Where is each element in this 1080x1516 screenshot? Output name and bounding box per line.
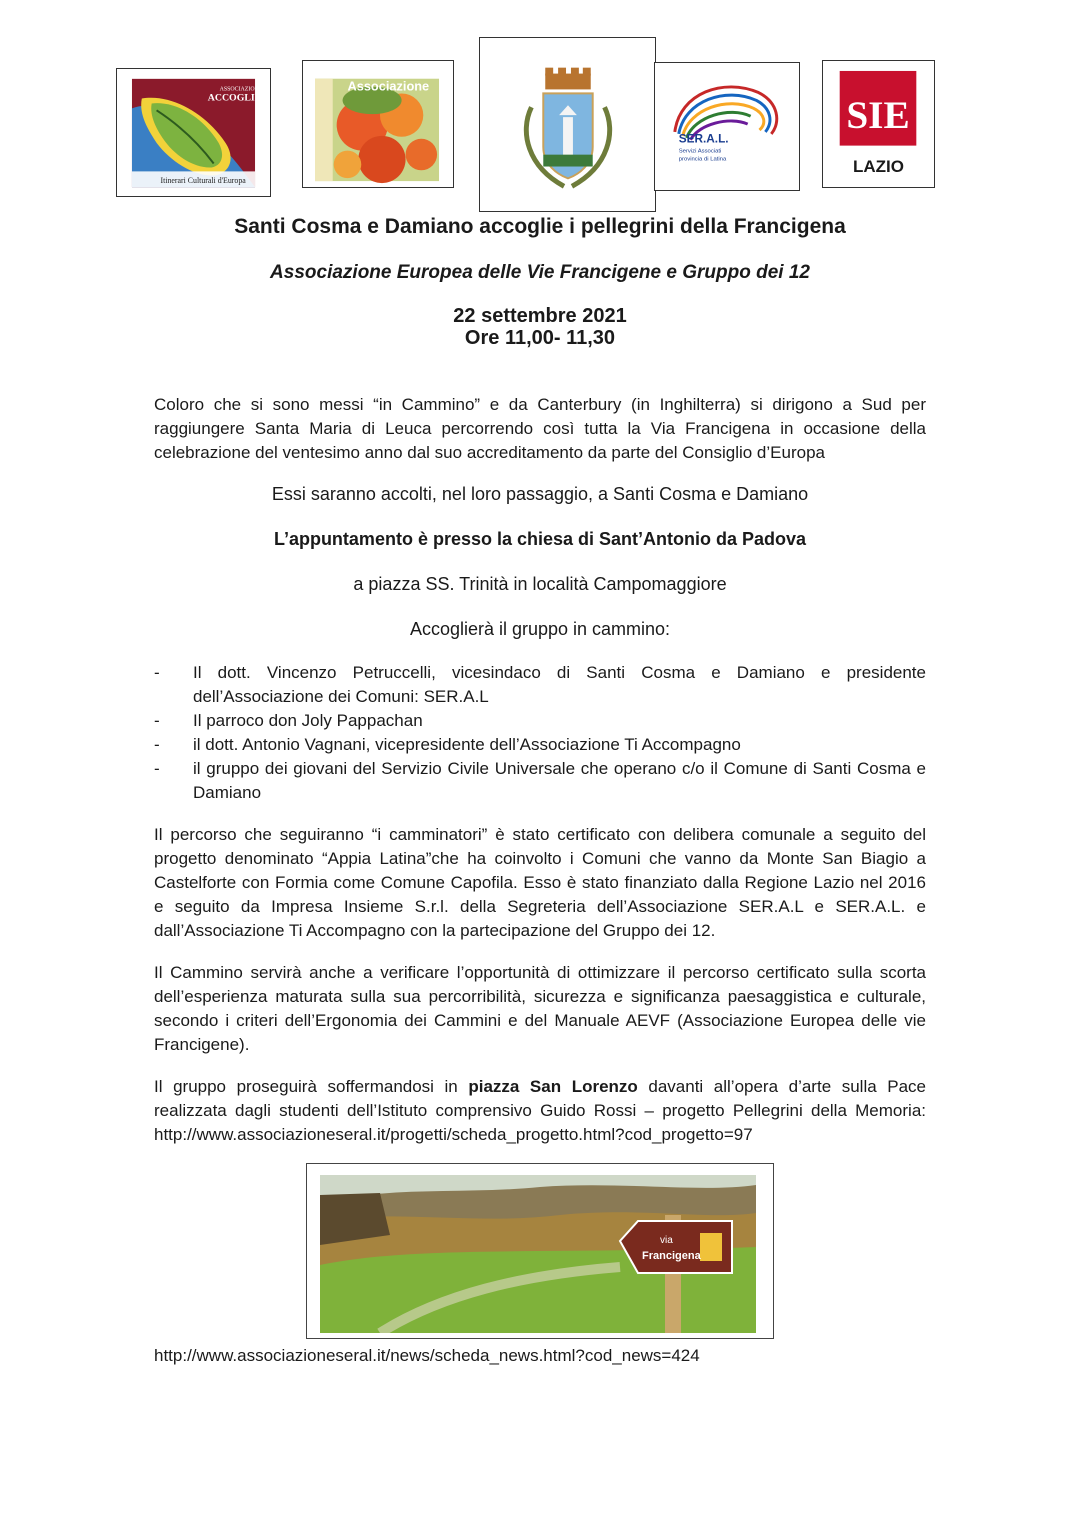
list-dash: -: [154, 711, 160, 730]
svg-text:ASSOCIAZIONE: ASSOCIAZIONE: [219, 86, 263, 93]
list-item-text: Il parroco don Joly Pappachan: [193, 711, 423, 730]
via-francigena-sign-image: [320, 1175, 756, 1333]
logo-accogli: [116, 68, 271, 197]
location-line: a piazza SS. Trinità in località Campomaggiore: [353, 574, 727, 594]
verify-paragraph: Il Cammino servirà anche a verificare l’opportunità di ottimizzare il percorso certificato sulla scorta dell’esperienza maturata sulla sua percorribilità, sicurezza e significanza paesaggistica e culturale, secondo i criteri dell’Ergonomia dei Cammini e del Manuale AEVF (Associazione Europea delle vie Francigene).: [154, 963, 926, 1054]
svg-text:ACCOGLI: ACCOGLI: [207, 92, 255, 104]
seral-arc-logo: [655, 63, 799, 190]
intro-paragraph: Coloro che si sono messi “in Cammino” e da Canterbury (in Inghilterra) si dirigono a Sud per raggiungere Santa Maria di Leuca percorrendo così tutta la Via Francigena in occasione della celebrazione del ventesimo anno dal suo accreditamento da parte del Consiglio d’Europa: [154, 395, 926, 462]
svg-text:Francigena: Francigena: [642, 1250, 701, 1262]
landscape-photo: [306, 1163, 774, 1339]
svg-text:via: via: [660, 1235, 673, 1246]
continue-text-pre: Il gruppo proseguirà soffermandosi in: [154, 1077, 469, 1096]
welcome-list: [154, 661, 926, 805]
event-time: Ore 11,00- 11,30: [464, 327, 616, 349]
svg-text:Servizi Associati: Servizi Associati: [678, 148, 722, 155]
svg-text:Associazione: Associazione: [347, 78, 430, 94]
svg-text:Itinerari Culturali d'Europa: Itinerari Culturali d'Europa: [160, 176, 246, 186]
logo-sie-lazio: [822, 60, 935, 188]
logo-comune-stemma: [479, 37, 656, 212]
accogli-leaf-logo: [117, 69, 270, 196]
news-link[interactable]: http://www.associazioneseral.it/news/scheda_news.html?cod_news=424: [154, 1346, 700, 1365]
list-item: [154, 733, 926, 757]
svg-text:SIE: SIE: [846, 93, 910, 137]
list-item-text: Il dott. Vincenzo Petruccelli, vicesindaco di Santi Cosma e Damiano e presidente dell’Associazione dei Comuni: SER.A.L: [193, 663, 926, 706]
list-dash: -: [154, 735, 160, 754]
page-title: Santi Cosma e Damiano accoglie i pellegrini della Francigena: [234, 215, 846, 238]
group-intro-line: Accoglierà il gruppo in cammino:: [409, 619, 671, 639]
list-item: [154, 661, 926, 709]
logo-aevf: [302, 60, 454, 188]
continue-text-post: davanti all’opera d’arte sulla Pace realizzata dagli studenti dell’Istituto comprensivo Guido Rossi – progetto Pellegrini della Memoria: http://www.associazioneseral.it/progetti/scheda_progetto.html?cod_progetto=97: [154, 1077, 927, 1144]
continue-paragraph: [154, 1075, 926, 1147]
list-item-text: il gruppo dei giovani del Servizio Civile Universale che operano c/o il Comune di Santi Cosma e Damiano: [193, 759, 926, 802]
aevf-cactus-logo: [303, 61, 453, 187]
svg-text:SER.A.L.: SER.A.L.: [678, 131, 729, 146]
svg-text:provincia di Latina: provincia di Latina: [678, 156, 727, 163]
sie-region-label: LAZIO: [853, 157, 904, 176]
event-date: 22 settembre 2021: [453, 305, 627, 327]
list-item-text: il dott. Antonio Vagnani, vicepresidente dell’Associazione Ti Accompagno: [193, 735, 741, 754]
route-paragraph: Il percorso che seguiranno “i camminatori” è stato certificato con delibera comunale a seguito del progetto denominato “Appia Latina”che ha coinvolto i Comuni che vanno da Monte San Biagio a Castelforte con Formia come Comune Capofila. Esso è stato finanziato dalla Regione Lazio nel 2016 e seguito da Impresa Insieme S.r.l. della Segreteria dell’Associazione SER.A.L e SER.A.L. e dall’Associazione Ti Accompagno con la partecipazione del Gruppo dei 12.: [154, 825, 926, 940]
list-dash: -: [154, 663, 160, 682]
list-item: [154, 757, 926, 805]
continue-text-bold: piazza San Lorenzo: [468, 1077, 638, 1096]
page-subtitle: Associazione Europea delle Vie Francigene e Gruppo dei 12: [270, 262, 810, 283]
list-dash: -: [154, 759, 160, 778]
appointment-line: L’appuntamento è presso la chiesa di Sant’Antonio da Padova: [273, 529, 807, 549]
welcome-line: Essi saranno accolti, nel loro passaggio, a Santi Cosma e Damiano: [271, 484, 809, 504]
logo-seral: [654, 62, 800, 191]
list-item: [154, 709, 926, 733]
coat-of-arms-icon: [480, 38, 655, 211]
